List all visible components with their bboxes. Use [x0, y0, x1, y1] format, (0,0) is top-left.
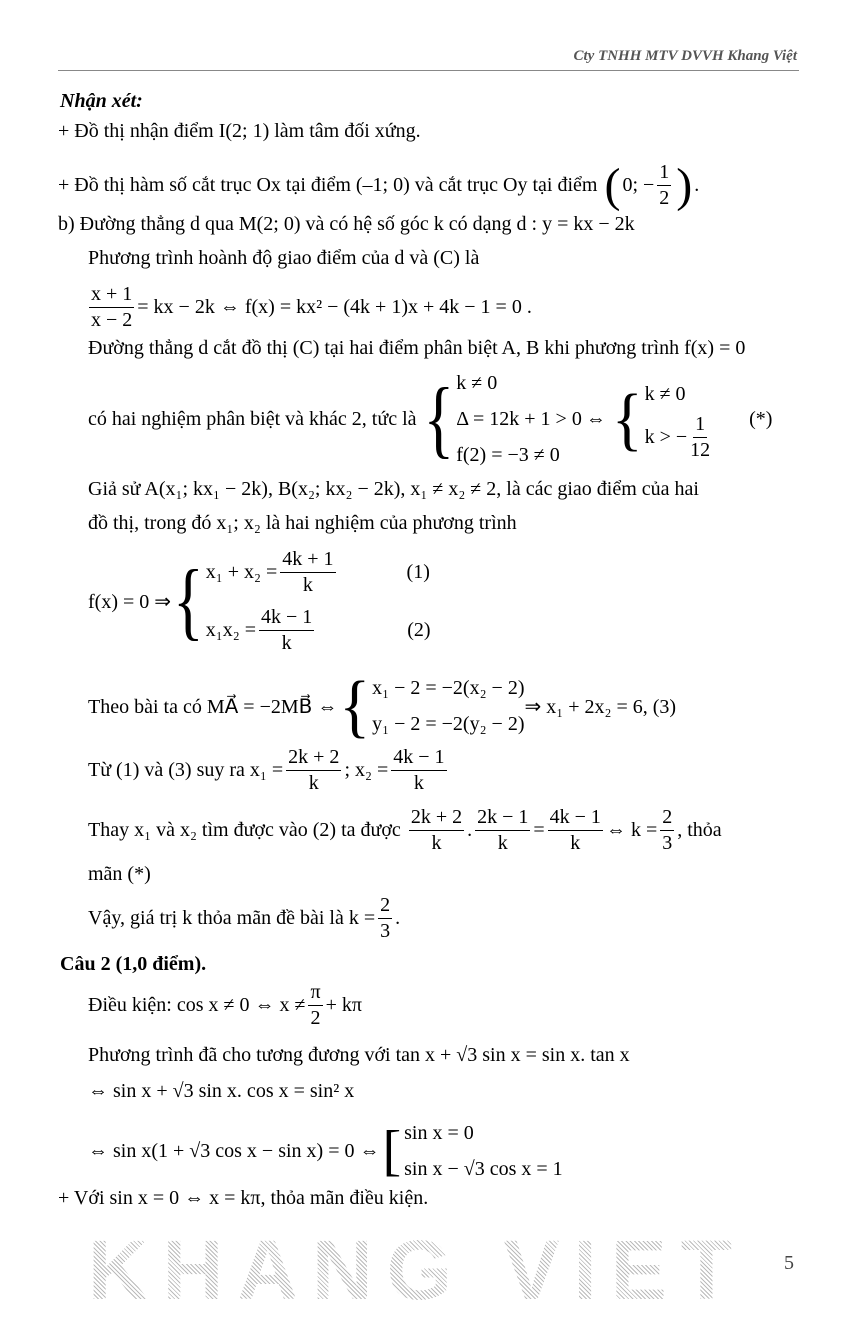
system-of-conditions: k ≠ 0 Δ = 12k + 1 > 0 f(2) = −3 ≠ 0	[456, 371, 582, 466]
text: có hai nghiệm phân biệt và khác 2, tức là	[88, 407, 417, 430]
text: ⇒ x₁ + 2x₂ = 6, (3)	[524, 695, 677, 718]
equation-line: ⇔ sin x + √3 sin x. cos x = sin² x	[88, 1080, 355, 1102]
equation-line: có hai nghiệm phân biệt và khác 2, tức là { k ≠ 0 Δ = 12k + 1 > 0 f(2) = −3 ≠ 0 ⇔ { k ≠ 0 k > − $\frac{1}{12}$ (*)	[88, 365, 772, 473]
equation-line: Vậy, giá trị k thỏa mãn đề bài là k = $\frac{2}{3}$ .	[88, 894, 401, 942]
text: = kx − 2k ⇔ f(x) = kx² − (4k + 1)x + 4k − 1 = 0 .	[137, 296, 532, 318]
text-line: Giả sử A(x₁; kx₁ − 2k), B(x₂; kx₂ − 2k), x₁ ≠ x₂ ≠ 2, là các giao điểm của hai	[88, 478, 699, 500]
question-heading: Câu 2 (1,0 điểm).	[60, 953, 207, 975]
text: Theo bài ta có MA⃗ = −2MB⃗ ⇔	[88, 695, 338, 718]
equation-line: Thay x₁ và x₂ tìm được vào (2) ta được $\frac{2k + 2}{k}$ . $\frac{2k - 1}{k}$ = $\frac{4k - 1}{k}$ ⇔ k = $\frac{2}{3}$ , thỏa	[88, 806, 722, 854]
fraction: $\frac{x + 1}{x - 2}$	[91, 283, 133, 331]
text: 0; −	[622, 174, 655, 196]
text: (*)	[749, 407, 773, 430]
text-line: Phương trình đã cho tương đương với tan x + √3 sin x = sin x. tan x	[88, 1044, 630, 1066]
vieta-system: x₁ + x₂ = $\frac{4k + 1}{k}$ (1) x₁x₂ = $\frac{4k - 1}{k}$ (2)	[205, 547, 431, 654]
text-line: Phương trình hoành độ giao điểm của d và (C) là	[88, 247, 480, 269]
equation-line: Theo bài ta có MA⃗ = −2MB⃗ ⇔ { x₁ − 2 = −2(x₂ − 2) y₁ − 2 = −2(y₂ − 2) ⇒ x₁ + 2x₂ = 6, (3)	[88, 666, 677, 745]
fraction: $\frac{1}{2}$	[659, 161, 670, 209]
watermark-logo: KHANG VIET	[88, 1223, 747, 1317]
page-number: 5	[784, 1252, 794, 1274]
text: + Đồ thị hàm số cắt trục Ox tại điểm (–1; 0) và cắt trục Oy tại điểm	[58, 174, 598, 196]
text: f(x) = 0 ⇒	[88, 590, 172, 613]
equation-line: Từ (1) và (3) suy ra x₁ = $\frac{2k + 2}{k}$ ; x₂ = $\frac{4k - 1}{k}$	[88, 746, 445, 794]
text-line: đồ thị, trong đó x₁; x₂ là hai nghiệm của phương trình	[88, 512, 517, 534]
equation-line: Điều kiện: cos x ≠ 0 ⇔ x ≠ $\frac{\pi}{2}$ + kπ	[88, 981, 362, 1029]
equation-line: ⇔ sin x(1 + √3 cos x − sin x) = 0 ⇔ [ sin x = 0 sin x − √3 cos x = 1	[88, 1120, 563, 1182]
text-line: b) Đường thẳng d qua M(2; 0) và có hệ số góc k có dạng d : y = kx − 2k	[58, 213, 635, 235]
system-result: k ≠ 0 k > − $\frac{1}{12}$	[644, 382, 711, 461]
text-line: mãn (*)	[88, 863, 151, 885]
remark-heading: Nhận xét:	[60, 90, 143, 112]
text-line: + Đồ thị hàm số cắt trục Ox tại điểm (–1; 0) và cắt trục Oy tại điểm ( 0; − $\frac{1}{2}$ ) .	[58, 158, 700, 212]
header-rule	[58, 70, 799, 71]
text: .	[694, 174, 700, 196]
text-line: Đường thẳng d cắt đồ thị (C) tại hai điểm phân biệt A, B khi phương trình f(x) = 0	[88, 337, 746, 359]
text-line: + Đồ thị nhận điểm I(2; 1) làm tâm đối xứng.	[58, 120, 421, 142]
equation-line	[86, 282, 532, 333]
text-line: + Với sin x = 0 ⇔ x = kπ, thỏa mãn điều kiện.	[58, 1187, 429, 1209]
running-header: Cty TNHH MTV DVVH Khang Việt	[573, 48, 797, 64]
equation-line: f(x) = 0 ⇒ { x₁ + x₂ = $\frac{4k + 1}{k}$ (1) x₁x₂ = $\frac{4k - 1}{k}$ (2)	[88, 543, 431, 659]
